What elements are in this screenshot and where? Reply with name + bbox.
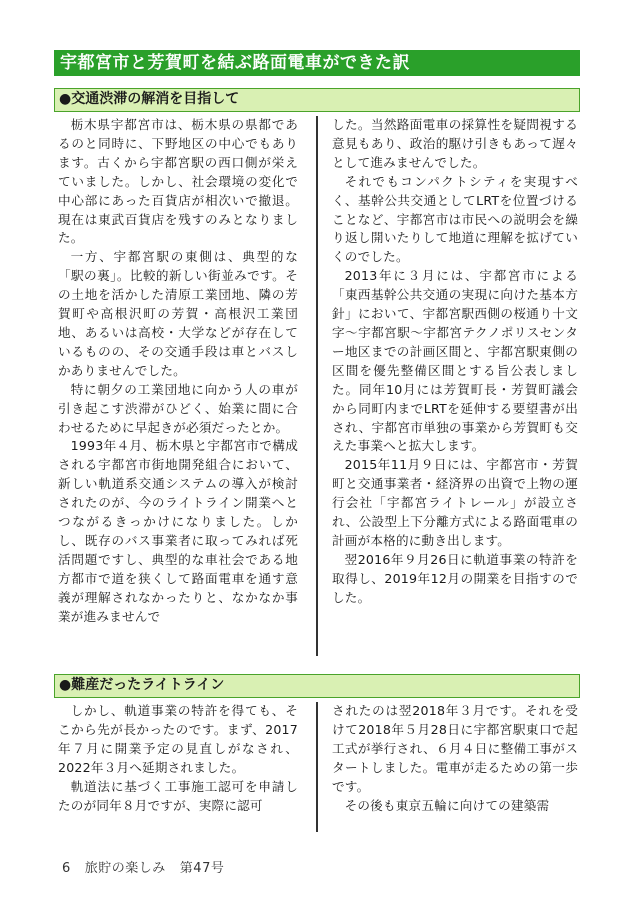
paragraph: しかし、軌道事業の特許を得ても、そこから先が長かったのです。まず、2017年７月に開業予定の見直しがなされ、2022年３月へ延期されました。 [58,703,298,775]
paragraph: 特に朝夕の工業団地に向かう人の車が引き起こす渋滞がひどく、始業に間に合わせるために早起きが必須だったとか。 [58,381,298,435]
paragraph: 1993年４月、栃木県と宇都宮市で構成される宇都宮市街地開発組合において、新しい軌道系交通システムの導入が検討されたのが、今のライトライン開業へとつながるきっかけになりました。しかし、既存のバス事業者に取ってみれば死活問題ですし、典型的な車社会である地方都市で道を狭くして路面電車を通す意義が理解されなかったりと、なかなか事業が進みませんで [58,438,298,624]
section1-right-column [332,116,578,608]
paragraph: した。当然路面電車の採算性を疑問視する意見もあり、政治的駆け引きもあって遅々として進みませんでした。 [332,117,578,170]
paragraph: 軌道法に基づく工事施工認可を申請したのが同年８月ですが、実際に認可 [58,778,298,813]
paragraph: 栃木県宇都宮市は、栃木県の県都であるのと同時に、下野地区の中心でもあります。古くから宇都宮駅の西口側が栄えていました。しかし、社会環境の変化で中心部にあった百貨店が相次いで撤退。現在は東武百貨店を残すのみとなりました。 [58,117,298,246]
section2-left-column [58,702,298,815]
column-divider [316,116,318,656]
article-title: 宇都宮市と芳賀町を結ぶ路面電車ができた訳 [54,50,580,76]
issue-number: 第47号 [179,861,225,876]
paragraph: されたのは翌2018年３月です。それを受けて2018年５月28日に宇都宮駅東口で起工式が挙行され、６月４日に整備工事がスタートしました。電車が走るための第一歩です。 [332,703,578,794]
section2-right-column [332,702,578,815]
section-heading-traffic: ●交通渋滞の解消を目指して [54,88,580,112]
page-footer [62,857,238,876]
paragraph: その後も東京五輪に向けての建築需 [344,797,550,813]
paragraph: 一方、宇都宮駅の東側は、典型的な「駅の裏」。比較的新しい街並みです。その土地を活かした清原工業団地、隣の芳賀町や高根沢町の芳賀・高根沢工業団地、あるいは高校・大学などが存在しているものの、その交通手段は車とバスしかありませんでした。 [58,249,298,378]
paragraph: それでもコンパクトシティを実現すべく、基幹公共交通としてLRTを位置づけることなど、宇都宮市は市民への説明会を繰り返し開いたりして地道に理解を拡げていくのでした。 [332,173,578,265]
column-divider [316,702,318,832]
paragraph: 2013年に３月には、宇都宮市による「東西基幹公共交通の実現に向けた基本方針」において、宇都宮駅西側の桜通り十文字～宇都宮駅～宇都宮テクノポリスセンター地区までの計画区間と、宇都宮駅東側の区間を優先整備区間とする旨公表しました。同年10月には芳賀町長・芳賀町議会から同町内までLRTを延伸する要望書が出され、宇都宮市単独の事業から芳賀町も交えた事業へと拡大します。 [332,268,578,454]
section-heading-lightline: ●難産だったライトライン [54,674,580,698]
magazine-name: 旅貯の楽しみ [84,861,166,876]
paragraph: 翌2016年９月26日に軌道事業の特許を取得し、2019年12月の開業を目指すのでした。 [332,551,578,605]
section1-left-column [58,116,298,626]
paragraph: 2015年11月９日には、宇都宮市・芳賀町と交通事業者・経済界の出資で上物の運行会社「宇都宮ライトレール」が設立され、公設型上下分離方式による路面電車の計画が本格的に動き出します。 [332,457,578,548]
page-number: 6 [62,861,71,876]
